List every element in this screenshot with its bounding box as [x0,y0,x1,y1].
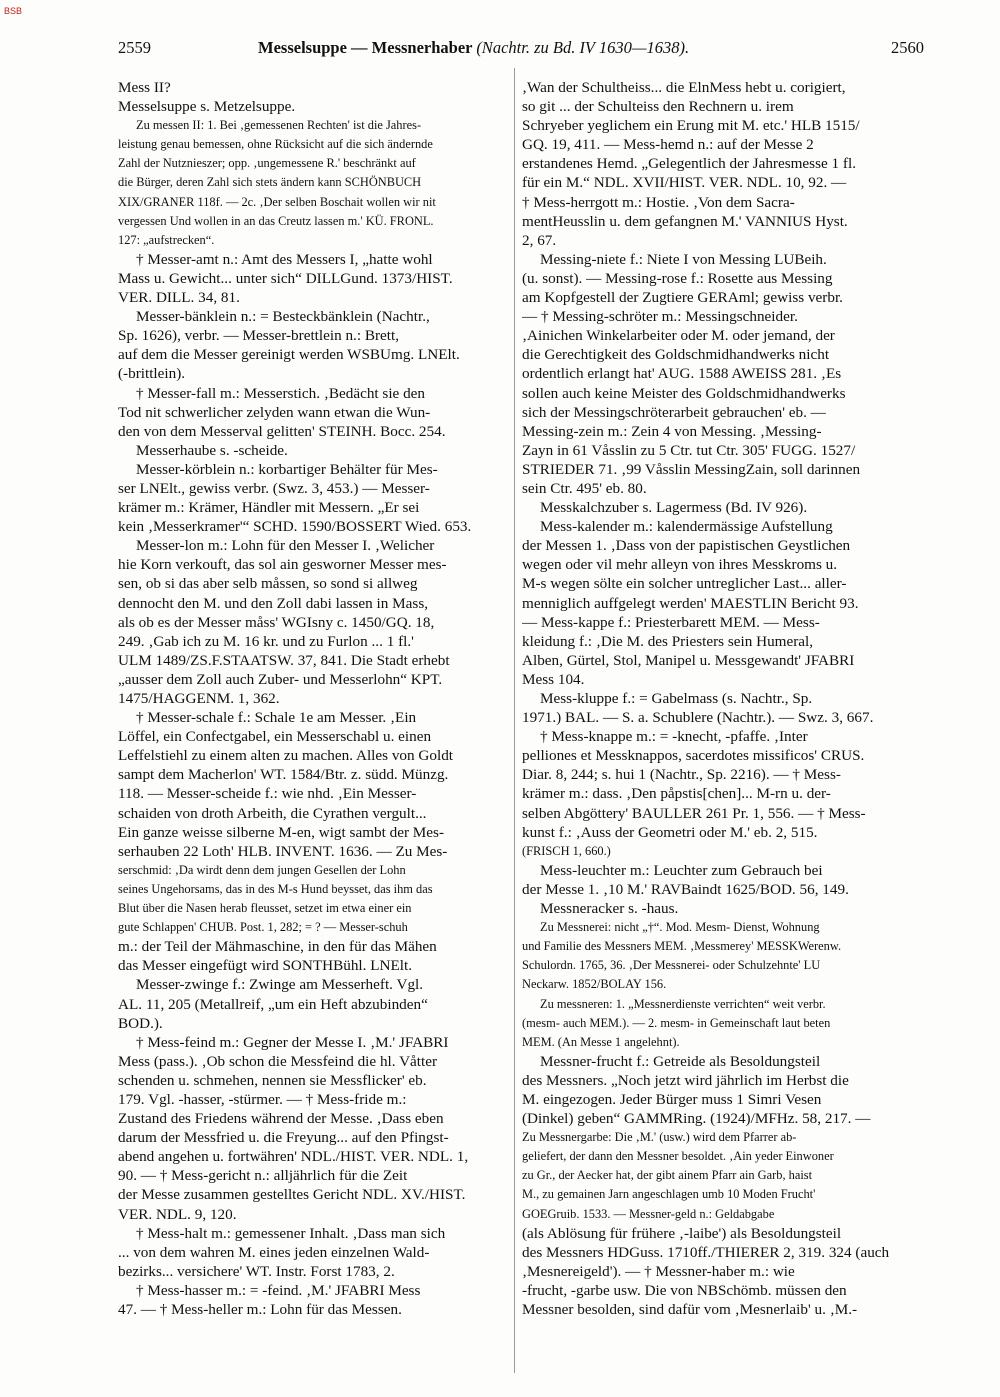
text-line: kleidung f.: ‚Die M. des Priesters sein Humeral, [522,632,814,650]
text-line: sollen auch keine Meister des Goldschmidhandwerks [522,384,846,402]
text-line: krämer m.: Krämer, Händler mit Messern. „Er sei [118,499,420,517]
text-line: Messner besolden, sind dafür vom ‚Mesnerlaib' u. ‚M.- [522,1301,858,1318]
text-line: BOD.). [118,1014,163,1032]
text-line: Schulordn. 1765, 36. ‚Der Messnerei- oder Schulzehnte' LU [522,958,821,973]
text-line: 1475/HAGGENM. 1, 362. [118,690,280,707]
library-stamp: BSB [4,6,23,16]
text-line: ‚Ainichen Winkelarbeiter oder M. oder jemand, der [522,327,835,345]
text-line: und Familie des Messners MEM. ‚Messmerey' MESSKWerenw. [522,939,842,954]
text-line: schenden u. schmehen, nennen sie Messflicker' eb. [118,1071,427,1089]
text-line: auf dem die Messer gereinigt werden WSBUmg. LNElt. [118,346,460,364]
text-line: ‚Wan der Schultheiss... die ElnMess hebt u. corigiert, [522,79,846,96]
text-line: darum der Messfried u. die Freyung... auf den Pfingst- [118,1129,449,1147]
text-line: kein ‚Messerkramer'“ SCHD. 1590/BOSSERT Wied. 653. [118,518,472,536]
text-line: Leffelstiehl zu einem alten zu machen. Alles von Goldt [118,747,454,765]
text-line: sen, ob si das aber selb måssen, so sond si allweg [118,575,418,593]
text-line: Tod nit schwerlicher zelyden wann etwan die Wun- [118,403,431,421]
running-title [258,38,689,58]
text-line: 2, 67. [522,231,557,249]
text-line: Messer-zwinge f.: Zwinge am Messerheft. Vgl. [136,976,424,994]
text-line: Zu Messnergarbe: Die ‚M.' (usw.) wird dem Pfarrer ab- [522,1130,797,1145]
text-line: (u. sonst). — Messing-rose f.: Rosette aus Messing [522,269,833,287]
text-line: wegen oder vil mehr alleyn von ihres Messkroms u. [522,556,838,574]
text-line: hie Korn verkouft, das sol ain gesworner Messer mes- [118,556,447,574]
text-line: Mess (pass.). ‚Ob schon die Messfeind die hl. Våtter [118,1052,438,1070]
right-column [522,78,924,1378]
text-line: so git ... der Schulteiss den Rechnern u. irem [522,98,794,116]
text-line: serhauben 22 Loth' HLB. INVENT. 1636. — Zu Mes- [118,842,448,860]
text-line: Messelsuppe s. Metzelsuppe. [118,98,296,116]
text-line: AL. 11, 205 (Metallreif, „um ein Heft abzubinden“ [118,995,428,1013]
page-header [118,38,924,62]
text-line: — † Messing-schröter m.: Messingschneider. [522,308,798,326]
text-line: 118. — Messer-scheide f.: wie nhd. ‚Ein Messer- [118,785,417,803]
text-line: kunst f.: ‚Auss der Geometri oder M.' eb. 2, 515. [522,823,818,841]
text-line: Schryeber yeglichem ein Erung mit M. etc.' HLB 1515/ [522,117,860,135]
text-line: krämer m.: dass. ‚Den påpstis[chen]... M-rn u. der- [522,785,831,803]
text-line: † Messer-schale f.: Schale 1e am Messer. ‚Ein [136,709,417,727]
text-line: Mess II? [118,79,171,96]
column-divider [514,68,515,1373]
text-line: Messner-frucht f.: Getreide als Besoldungsteil [540,1052,821,1070]
text-line: -frucht, -garbe usw. Die von NBSchömb. müssen den [522,1281,847,1299]
text-line: Blut über die Nasen herab fleusset, setzet im etwa einer ein [118,901,412,916]
text-line: Messerhaube s. -scheide. [136,441,288,459]
text-line: erstandenes Hemd. „Gelegentlich der Jahresmesse 1 fl. [522,155,856,173]
text-line: (als Ablösung für frühere ‚-laibe') als Besoldungsteil [522,1224,842,1242]
text-line: † Mess-herrgott m.: Hostie. ‚Von dem Sacra- [522,193,795,211]
text-line: Mess-kalender m.: kalendermässige Aufstellung [540,518,833,536]
text-line: 127: „aufstrecken“. [118,232,215,247]
text-line: ser LNElt., gewiss verbr. (Swz. 3, 453.) — Messer- [118,479,430,497]
text-line: † Messer-amt n.: Amt des Messers I, „hatte wohl [136,250,433,268]
text-line: Ein ganze weisse silberne M-en, wigt sambt der Mes- [118,823,445,841]
text-line: menniglich auffgelegt werden' MAESTLIN Bericht 93. [522,594,859,612]
text-line: (mesm- auch MEM.). — 2. mesm- in Gemeinschaft laut beten [522,1015,831,1030]
text-line: des Messners. „Noch jetzt wird jährlich im Herbst die [522,1071,849,1089]
text-line: Zustand des Friedens während der Messe. ‚Dass eben [118,1110,444,1128]
text-line: das Messer eingefügt wird SONTHBühl. LNElt. [118,957,413,975]
text-line: Löffel, ein Confectgabel, ein Messerschabl u. einen [118,728,432,746]
text-line: die Bürger, deren Zahl sich stets ändern kann SCHÖNBUCH [118,175,422,190]
text-line: am Kopfgestell der Zugtiere GERAml; gewiss verbr. [522,289,843,307]
text-line: der Messe zusammen gestelltes Gericht NDL. XV./HIST. [118,1186,466,1204]
text-line: † Mess-halt m.: gemessener Inhalt. ‚Dass man sich [136,1224,446,1242]
text-line: vergessen Und wollen in an das Creutz lassen m.' KÜ. FRONL. [118,213,434,228]
text-line: Zayn in 61 Våsslin zu 5 Ctr. tut Ctr. 305' FUGG. 1527/ [522,441,856,459]
text-line: für ein M.“ NDL. XVII/HIST. VER. NDL. 10, 92. — [522,174,847,192]
text-line: 179. Vgl. -hasser, -stürmer. — † Mess-fride m.: [118,1090,407,1108]
text-line: Messer-bänklein n.: = Besteckbänklein (Nachtr., [136,308,430,326]
running-title-main: Messelsuppe — Messnerhaber [258,38,473,57]
text-line: m.: der Teil der Mähmaschine, in den für das Mähen [118,938,437,956]
text-line: die Gerechtigkeit des Goldschmidhandwerks nicht [522,346,830,364]
text-line: des Messners HDGuss. 1710ff./THIERER 2, 319. 324 (auch [522,1243,890,1261]
text-line: Zu Messnerei: nicht „†“. Mod. Mesm- Dienst, Wohnung [540,920,820,935]
text-line: gute Schlappen' CHUB. Post. 1, 282; = ? — Messer-schuh [118,920,408,935]
text-line: der Messen 1. ‚Dass von der papistischen Geystlichen [522,537,851,555]
text-line: Messing-zein m.: Zein 4 von Messing. ‚Messing- [522,422,822,440]
text-line: VER. NDL. 9, 120. [118,1205,237,1223]
text-line: 1971.) BAL. — S. a. Schublere (Nachtr.). — Swz. 3, 667. [522,709,874,727]
text-line: ... von dem wahren M. eines jeden einzelnen Wald- [118,1243,430,1261]
text-line: Messkalchzuber s. Lagermess (Bd. IV 926). [540,499,808,517]
text-line: Messer-körblein n.: korbartiger Behälter für Mes- [136,460,438,478]
text-line: Messneracker s. -haus. [540,900,679,918]
text-line: „ausser dem Zoll auch Zuber- und Messerlohn“ KPT. [118,670,443,688]
text-line: M. eingezogen. Jeder Bürger muss 1 Simri Vesen [522,1090,822,1108]
page-number-left: 2559 [118,38,151,57]
text-line: sein Ctr. 495' eb. 80. [522,479,647,497]
text-line: MEM. (An Messe 1 angelehnt). [522,1034,680,1049]
running-title-note: (Nachtr. zu Bd. IV 1630—1638). [476,38,690,57]
text-line: Messing-niete f.: Niete I von Messing LUBeih. [540,250,827,268]
text-line: ordentlich erlangt hat' AUG. 1588 AWEISS 281. ‚Es [522,365,842,383]
text-line: (-brittlein). [118,365,186,383]
text-line: als ob es der Messer måss' WGIsny c. 1450/GQ. 18, [118,613,435,631]
text-line: sampt dem Macherlon' WT. 1584/Btr. z. südd. Münzg. [118,766,449,784]
text-line: M-s wegen sölte ein solcher untreglicher Last... aller- [522,575,847,593]
text-line: † Messer-fall m.: Messerstich. ‚Bedächt sie den [136,384,426,402]
text-line: VER. DILL. 34, 81. [118,289,240,307]
text-line: Messer-lon m.: Lohn für den Messer I. ‚Welicher [136,537,435,555]
text-line: sich der Messingschröterarbeit gebrauchen' eb. — [522,403,826,421]
text-line: — Mess-kappe f.: Priesterbarett MEM. — Mess- [522,613,820,631]
text-line: zu Gr., der Aecker hat, der gibt ainem Pfarr ain Garb, haist [522,1168,813,1183]
text-line: bezirks... versichere' WT. Instr. Forst 1783, 2. [118,1262,395,1280]
text-line: † Mess-feind m.: Gegner der Messe I. ‚M.' JFABRI [136,1033,449,1051]
text-line: der Messe 1. ‚10 M.' RAVBaindt 1625/BOD. 56, 149. [522,880,849,898]
text-line: seines Ungehorsams, das in des M-s Hund beysset, das ihm das [118,881,433,896]
text-line: M., zu gemainen Jarn angeschlagen umb 10 Moden Frucht' [522,1187,816,1202]
text-line: Mess-kluppe f.: = Gabelmass (s. Nachtr., Sp. [540,690,813,707]
text-line: Zahl der Nutznieszer; opp. ‚ungemessene R.' beschränkt auf [118,156,416,171]
text-line: Neckarw. 1852/BOLAY 156. [522,977,667,992]
text-line: serschmid: ‚Da wirdt denn dem jungen Gesellen der Lohn [118,862,406,877]
text-line: GQ. 19, 411. — Mess-hemd n.: auf der Messe 2 [522,136,814,154]
text-line: Alben, Gürtel, Stol, Manipel u. Messgewandt' JFABRI [522,651,855,669]
text-line: selben Abgöttery' BAULLER 261 Pr. 1, 556. — † Mess- [522,804,866,822]
text-line: Mess 104. [522,670,585,688]
left-column [118,78,508,1378]
text-line: (Dinkel) geben“ GAMMRing. (1924)/MFHz. 58, 217. — [522,1110,871,1128]
text-line: Zu messen II: 1. Bei ‚gemessenen Rechten' ist die Jahres- [136,118,422,133]
text-line: † Mess-knappe m.: = -knecht, -pfaffe. ‚Inter [540,728,808,746]
text-line: 249. ‚Gab ich zu M. 16 kr. und zu Furlon ... 1 fl.' [118,632,414,650]
text-line: GOEGruib. 1533. — Messner-geld n.: Geldabgabe [522,1206,775,1221]
text-line: Mass u. Gewicht... unter sich“ DILLGund. 1373/HIST. [118,269,453,287]
text-line: leistung genau bemessen, ohne Rücksicht auf die sich ändernde [118,137,433,152]
text-line: Diar. 8, 244; s. hui 1 (Nachtr., Sp. 2216). — † Mess- [522,766,841,784]
text-line: schaiden von droth Arbeith, die Cyrathen vergult... [118,804,427,822]
text-line: dennocht den M. und den Zoll dabi lassen in Mass, [118,594,429,612]
text-line: geliefert, der dann den Messner besoldet. ‚Ain yeder Einwoner [522,1149,834,1164]
text-line: 90. — † Mess-gericht n.: alljährlich für die Zeit [118,1167,408,1185]
text-line: Mess-leuchter m.: Leuchter zum Gebrauch bei [540,861,823,879]
text-line: Zu messneren: 1. „Messnerdienste verrichten“ weit verbr. [540,996,826,1011]
text-line: ULM 1489/ZS.F.STAATSW. 37, 841. Die Stadt erhebt [118,651,450,669]
text-line: (FRISCH 1, 660.) [522,843,611,858]
text-line: abend angehen u. fortwähren' NDL./HIST. VER. NDL. 1, [118,1148,469,1166]
text-line: den von dem Messerval gelitten' STEINH. Bocc. 254. [118,422,446,440]
text-line: Sp. 1626), verbr. — Messer-brettlein n.: Brett, [118,327,400,345]
text-line: pelliones et Messknappos, sacerdotes missificos' CRUS. [522,747,865,765]
text-line: 47. — † Mess-heller m.: Lohn für das Messen. [118,1301,402,1318]
text-line: mentHeusslin u. dem gefangnen M.' VANNIUS Hyst. [522,212,848,230]
page-number-right: 2560 [891,38,924,57]
text-line: ‚Mesnereigeld'). — † Messner-haber m.: wie [522,1262,795,1280]
text-line: XIX/GRANER 118f. — 2c. ‚Der selben Boschait wollen wir nit [118,194,436,209]
text-line: † Mess-hasser m.: = -feind. ‚M.' JFABRI Mess [136,1281,421,1299]
text-line: STRIEDER 71. ‚99 Våsslin MessingZain, soll darinnen [522,460,861,478]
